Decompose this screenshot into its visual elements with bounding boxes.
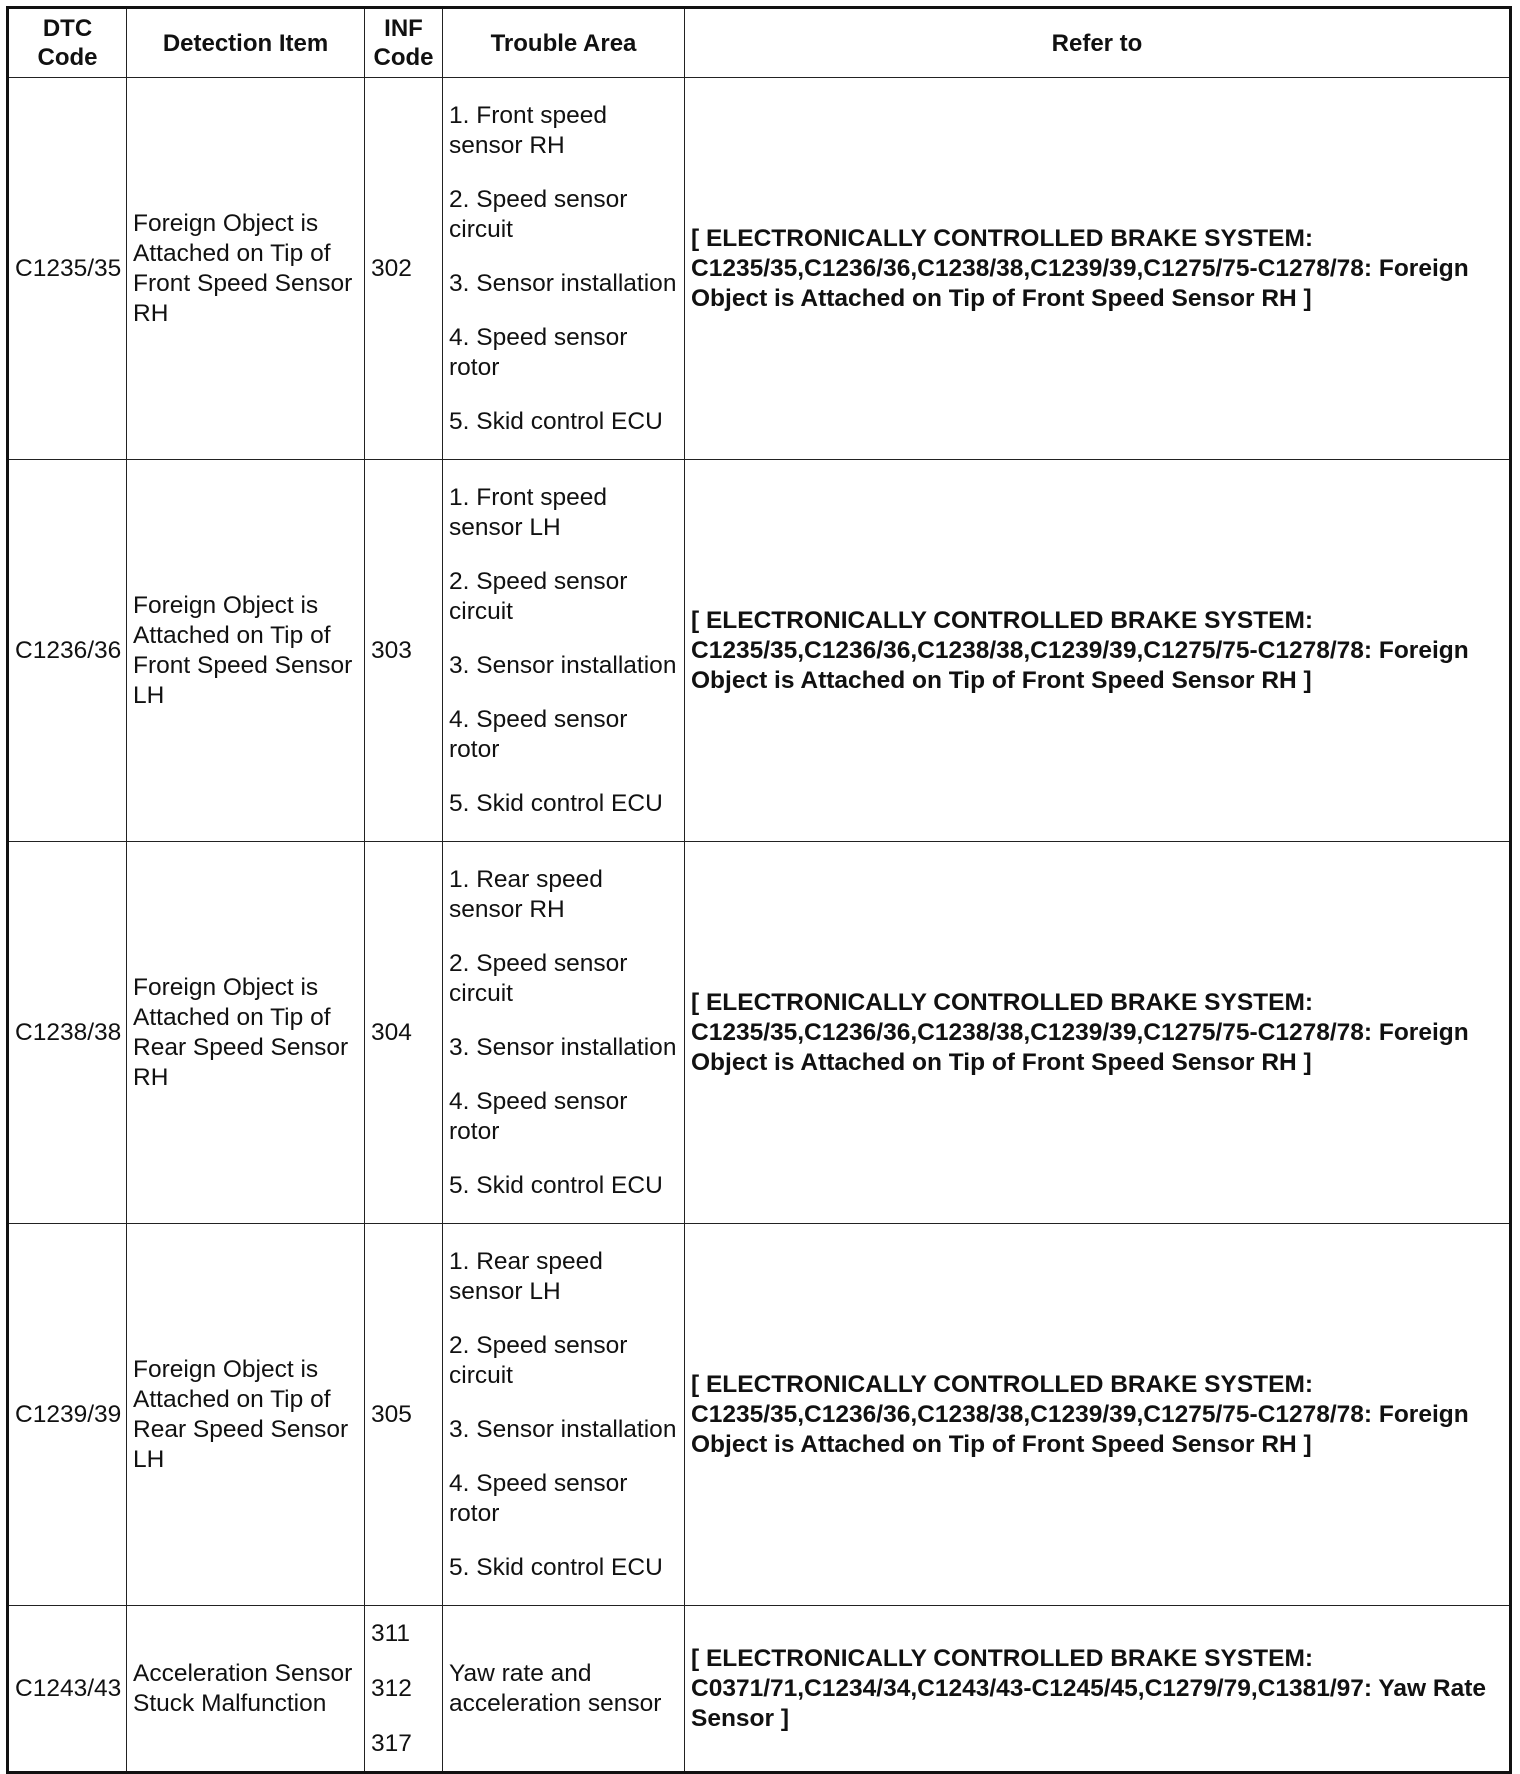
trouble-area-cell [443,1224,685,1606]
trouble-area-item: 3. Sensor installation [449,270,677,297]
refer-to-link[interactable]: [ ELECTRONICALLY CONTROLLED BRAKE SYSTEM: C1235/35,C1236/36,C1238/38,C1239/39,C1275/75-C1278/78: Foreign Object is Attached on Tip of Front Speed Sensor RH ] [685,842,1511,1224]
inf-code-cell: 302 [365,78,443,460]
trouble-area-item: 4. Speed sensor rotor [449,324,628,381]
refer-to-link[interactable]: [ ELECTRONICALLY CONTROLLED BRAKE SYSTEM: C1235/35,C1236/36,C1238/38,C1239/39,C1275/75-C1278/78: Foreign Object is Attached on Tip of Front Speed Sensor RH ] [685,78,1511,460]
trouble-area-item: 2. Speed sensor circuit [449,568,628,625]
trouble-area-item: 4. Speed sensor rotor [449,1470,628,1527]
header-refer-to: Refer to [685,8,1511,78]
trouble-area-cell [443,460,685,842]
trouble-area-item: 5. Skid control ECU [449,1172,663,1199]
dtc-code-cell: C1238/38 [8,842,127,1224]
detection-item-cell: Foreign Object is Attached on Tip of Front Speed Sensor RH [127,78,365,460]
header-row [8,8,1511,78]
trouble-area-item: 4. Speed sensor rotor [449,1088,628,1145]
trouble-area-item: 3. Sensor installation [449,652,677,679]
header-trouble-area: Trouble Area [443,8,685,78]
trouble-area-item: 5. Skid control ECU [449,1554,663,1581]
dtc-code-cell: C1236/36 [8,460,127,842]
dtc-table [6,6,1512,1774]
inf-code-cell [365,1606,443,1773]
trouble-area-item: 5. Skid control ECU [449,408,663,435]
trouble-area-item: 1. Front speed sensor RH [449,102,607,159]
refer-to-link[interactable]: [ ELECTRONICALLY CONTROLLED BRAKE SYSTEM: C0371/71,C1234/34,C1243/43-C1245/45,C1279/79,C1381/97: Yaw Rate Sensor ] [685,1606,1511,1773]
inf-code-value: 312 [371,1675,412,1702]
trouble-area-item: 2. Speed sensor circuit [449,1332,628,1389]
dtc-code-cell: C1243/43 [8,1606,127,1773]
trouble-area-item: 2. Speed sensor circuit [449,950,628,1007]
detection-item-cell: Foreign Object is Attached on Tip of Rear Speed Sensor LH [127,1224,365,1606]
table-row [8,78,1511,460]
inf-code-cell: 305 [365,1224,443,1606]
table-row [8,460,1511,842]
trouble-area-cell [443,842,685,1224]
trouble-area-item: 1. Front speed sensor LH [449,484,607,541]
trouble-area-cell: Yaw rate and acceleration sensor [443,1606,685,1773]
inf-code-value: 311 [371,1620,411,1647]
detection-item-cell: Acceleration Sensor Stuck Malfunction [127,1606,365,1773]
trouble-area-item: 2. Speed sensor circuit [449,186,628,243]
inf-code-value: 317 [371,1730,412,1757]
refer-to-link[interactable]: [ ELECTRONICALLY CONTROLLED BRAKE SYSTEM: C1235/35,C1236/36,C1238/38,C1239/39,C1275/75-C1278/78: Foreign Object is Attached on Tip of Front Speed Sensor RH ] [685,460,1511,842]
header-inf-code: INF Code [365,8,443,78]
refer-to-link[interactable]: [ ELECTRONICALLY CONTROLLED BRAKE SYSTEM: C1235/35,C1236/36,C1238/38,C1239/39,C1275/75-C1278/78: Foreign Object is Attached on Tip of Front Speed Sensor RH ] [685,1224,1511,1606]
table-row [8,1224,1511,1606]
trouble-area-item: 3. Sensor installation [449,1416,677,1443]
trouble-area-item: 1. Rear speed sensor LH [449,1248,603,1305]
table-row [8,842,1511,1224]
trouble-area-item: 3. Sensor installation [449,1034,677,1061]
table-row [8,1606,1511,1773]
trouble-area-cell [443,78,685,460]
trouble-area-item: 4. Speed sensor rotor [449,706,628,763]
inf-code-cell: 303 [365,460,443,842]
dtc-code-cell: C1239/39 [8,1224,127,1606]
trouble-area-item: 1. Rear speed sensor RH [449,866,603,923]
header-dtc-code: DTC Code [8,8,127,78]
dtc-code-cell: C1235/35 [8,78,127,460]
detection-item-cell: Foreign Object is Attached on Tip of Rear Speed Sensor RH [127,842,365,1224]
inf-code-cell: 304 [365,842,443,1224]
trouble-area-item: 5. Skid control ECU [449,790,663,817]
detection-item-cell: Foreign Object is Attached on Tip of Front Speed Sensor LH [127,460,365,842]
header-detection-item: Detection Item [127,8,365,78]
